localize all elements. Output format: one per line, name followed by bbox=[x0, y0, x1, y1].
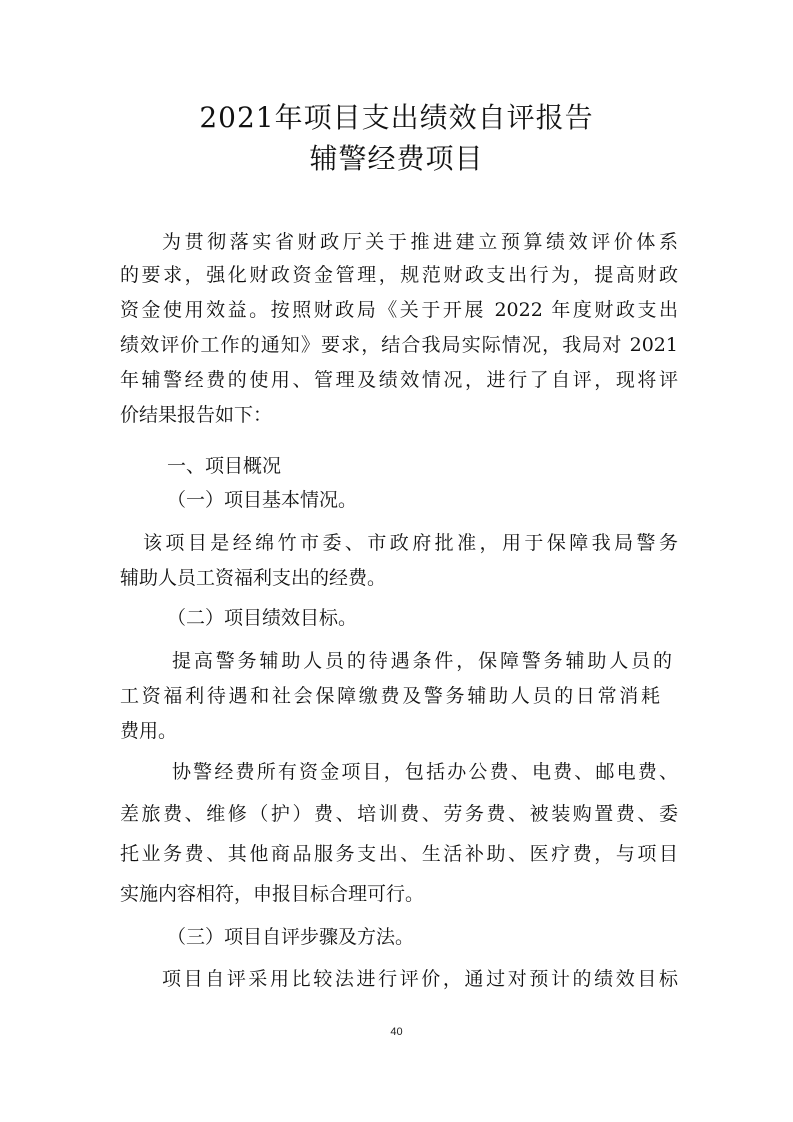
subsection-heading: （三）项目自评步骤及方法。 bbox=[167, 926, 415, 948]
page-number: 40 bbox=[390, 1026, 403, 1038]
paragraph-line: 工资福利待遇和社会保障缴费及警务辅助人员的日常消耗 bbox=[120, 685, 660, 707]
paragraph-line: 为贯彻落实省财政厅关于推进建立预算绩效评价体系 bbox=[162, 231, 678, 253]
paragraph-line: 价结果报告如下： bbox=[120, 404, 273, 426]
document-subtitle: 辅警经费项目 bbox=[309, 142, 484, 175]
paragraph-line: 项目自评采用比较法进行评价，通过对预计的绩效目标 bbox=[162, 968, 678, 990]
paragraph-line: 协警经费所有资金项目，包括办公费、电费、邮电费、 bbox=[172, 761, 678, 783]
paragraph-line: 提高警务辅助人员的待遇条件，保障警务辅助人员的 bbox=[172, 650, 672, 672]
subsection-heading: （一）项目基本情况。 bbox=[167, 489, 358, 511]
paragraph-line: 实施内容相符，申报目标合理可行。 bbox=[120, 883, 425, 905]
paragraph-line: 差旅费、维修（护）费、培训费、劳务费、被装购置费、委 bbox=[120, 803, 678, 825]
subsection-heading: （二）项目绩效目标。 bbox=[167, 607, 358, 629]
section-heading: 一、项目概况 bbox=[167, 455, 282, 477]
paragraph-line: 费用。 bbox=[120, 720, 178, 742]
paragraph-line: 托业务费、其他商品服务支出、生活补助、医疗费，与项目 bbox=[120, 843, 678, 865]
paragraph-line: 该项目是经绵竹市委、市政府批准，用于保障我局警务 bbox=[143, 532, 678, 554]
paragraph-line: 年辅警经费的使用、管理及绩效情况，进行了自评，现将评 bbox=[120, 369, 678, 391]
paragraph-line: 资金使用效益。按照财政局《关于开展 2022 年度财政支出 bbox=[120, 299, 678, 321]
paragraph-line: 绩效评价工作的通知》要求，结合我局实际情况，我局对 2021 bbox=[120, 334, 678, 356]
document-title: 2021年项目支出绩效自评报告 bbox=[199, 101, 594, 134]
paragraph-line: 辅助人员工资福利支出的经费。 bbox=[120, 567, 387, 589]
paragraph-line: 的要求，强化财政资金管理，规范财政支出行为，提高财政 bbox=[120, 264, 678, 286]
